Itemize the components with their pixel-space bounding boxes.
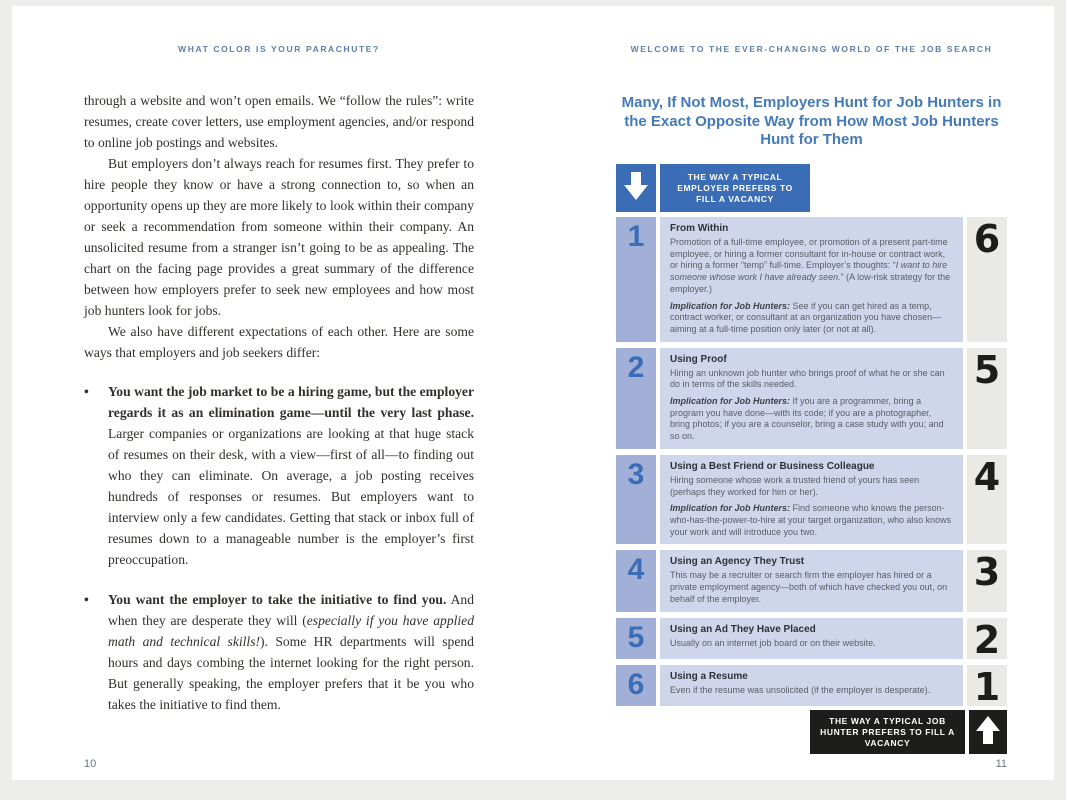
row-content [660, 618, 963, 659]
row-title: Using Proof [670, 353, 727, 365]
row-content [660, 217, 963, 342]
employer-rank: 6 [616, 665, 656, 706]
right-page [616, 44, 1007, 150]
row-title: From Within [670, 223, 729, 234]
row-body [670, 237, 953, 296]
paragraph: through a website and won’t open emails. We “follow the rules”: write resumes, create cover letters, use employment agencies, and/or respond to online job postings and websites. [84, 93, 474, 150]
table-row [616, 348, 1007, 449]
job-hunter-rank: 2 [967, 618, 1007, 659]
page-number-right: 11 [995, 758, 1007, 770]
row-body: Hiring someone whose work a trusted friend of yours has seen (perhaps they worked for him or her). [670, 474, 920, 497]
row-content [660, 348, 963, 449]
employer-rank: 2 [616, 348, 656, 449]
employer-header [616, 164, 1007, 212]
job-hunter-rank: 4 [967, 455, 1007, 545]
implication-label: Implication for Job Hunters: [670, 503, 791, 514]
left-page-body [84, 90, 474, 715]
table-row [616, 455, 1007, 545]
body-text: ” (A low-risk strategy for the employer.) [670, 272, 951, 294]
book-spread [12, 6, 1054, 780]
employer-rank: 5 [616, 618, 656, 659]
bullet-rest: ). Some HR departments will spend hours and days combing the internet looking for the right person. But generally speaking, the employer prefers that it be you who takes the initiative to find them. [108, 634, 474, 712]
up-arrow-icon [976, 716, 1000, 749]
bullet-marker: • [84, 592, 89, 607]
table-row [616, 618, 1007, 663]
left-page [84, 44, 474, 734]
row-body: Hiring an unknown job hunter who brings proof of what he or she can do in terms of the skills needed. [670, 367, 945, 390]
job-hunter-footer [616, 710, 1007, 754]
list-item [84, 589, 474, 715]
implication-text: See if you can get hired as a temp, contract worker, or consultant at an organization you have chosen—aiming at a full-time position only later (or not at all). [670, 300, 942, 334]
row-implication [670, 503, 953, 538]
page-number-left: 10 [84, 758, 97, 770]
employer-rank: 3 [616, 455, 656, 545]
employer-rank: 1 [616, 217, 656, 342]
job-hunter-rank: 6 [967, 217, 1007, 342]
bullet-rest: Larger companies or organizations are looking at that huge stack of resumes on their desk, with a view—first of all—to finding out who they can eliminate. On average, a job posting receives hundreds of responses or resumes. But employers want to interview only a few candidates. Getting that stack or inbox full of resumes down to a manageable number is the employer’s first preoccupation. [108, 426, 474, 567]
up-arrow-box [969, 710, 1007, 754]
bullet-rest: And when they are desperate they will ( [108, 592, 474, 628]
right-running-head: WELCOME TO THE EVER-CHANGING WORLD OF THE JOB SEARCH [630, 44, 993, 54]
left-running-head: WHAT COLOR IS YOUR PARACHUTE? [178, 44, 380, 54]
row-title: Using an Ad They Have Placed [670, 624, 816, 636]
employer-rank: 4 [616, 550, 656, 612]
job-hunter-rank: 5 [967, 348, 1007, 449]
bullet-list [84, 381, 474, 715]
row-content [660, 550, 963, 612]
body-italic: I want to hire someone whose work I have already seen. [670, 260, 948, 283]
list-item [84, 381, 474, 570]
body-text: Promotion of a full-time employee, or promotion of a present part-time employee, or hiring a former consultant for in-house or contract work, or hiring a former “temp” full-time. Employer’s thoughts: “ [670, 237, 948, 271]
job-hunter-rank: 3 [967, 550, 1007, 612]
bullet-marker: • [84, 384, 89, 399]
paragraph: But employers don’t always reach for resumes first. They prefer to hire people they know or have a strong connection to, so when an opportunity opens up they are more likely to look within their company or seek a recommendation from someone within their company. An unsolicited resume from a stranger isn’t going to be as appealing. The chart on the facing page provides a great summary of the difference between how employers prefer to seek new employees and how most job hunters look for jobs. [84, 156, 474, 318]
page-title: Many, If Not Most, Employers Hunt for Job Hunters in the Exact Opposite Way from How Most Job Hunters Hunt for Them [621, 94, 1002, 148]
employer-header-label: THE WAY A TYPICAL EMPLOYER PREFERS TO FILL A VACANCY [660, 164, 810, 212]
row-body: Usually on an internet job board or on their website. [670, 638, 876, 649]
row-implication [670, 301, 953, 336]
bullet-text [108, 589, 474, 715]
implication-label: Implication for Job Hunters: [670, 396, 791, 407]
row-title: Using an Agency They Trust [670, 556, 805, 568]
table-row [616, 217, 1007, 342]
row-implication [670, 396, 953, 443]
row-body: This may be a recruiter or search firm the employer has hired or a private employment agency—both of which have checked you out, on behalf of the employer. [670, 570, 948, 604]
row-title: Using a Resume [670, 671, 748, 683]
bullet-lead: You want the employer to take the initiative to find you. [108, 592, 447, 607]
bullet-lead: You want the job market to be a hiring game, but the employer regards it as an elimination game—until the very last phase. [108, 384, 474, 420]
implication-text: Find someone who knows the person-who-has-the-power-to-hire at your target organization, who also knows your work and will introduce you two. [670, 503, 952, 537]
paragraph: We also have different expectations of each other. Here are some ways that employers and job seekers differ: [84, 324, 474, 360]
implication-text: If you are a programmer, bring a program you have done—with its code; if you are a photographer, bring photos; if you are a counselor, bring a case study with you; and so on. [670, 396, 944, 442]
implication-label: Implication for Job Hunters: [670, 300, 791, 311]
job-hunter-footer-label: THE WAY A TYPICAL JOB HUNTER PREFERS TO FILL A VACANCY [810, 710, 965, 754]
down-arrow-box [616, 164, 656, 212]
table-row [616, 550, 1007, 612]
row-content [660, 665, 963, 706]
table-row [616, 665, 1007, 710]
job-hunter-rank: 1 [967, 665, 1007, 706]
row-body: Even if the resume was unsolicited (if the employer is desperate). [670, 685, 931, 696]
bullet-text [108, 381, 474, 570]
row-title: Using a Best Friend or Business Colleague [670, 460, 875, 472]
employer-vs-jobhunter-chart [616, 164, 1007, 754]
row-content [660, 455, 963, 545]
down-arrow-icon [624, 172, 648, 205]
bullet-italic: especially if you have applied math and technical skills! [108, 613, 475, 649]
